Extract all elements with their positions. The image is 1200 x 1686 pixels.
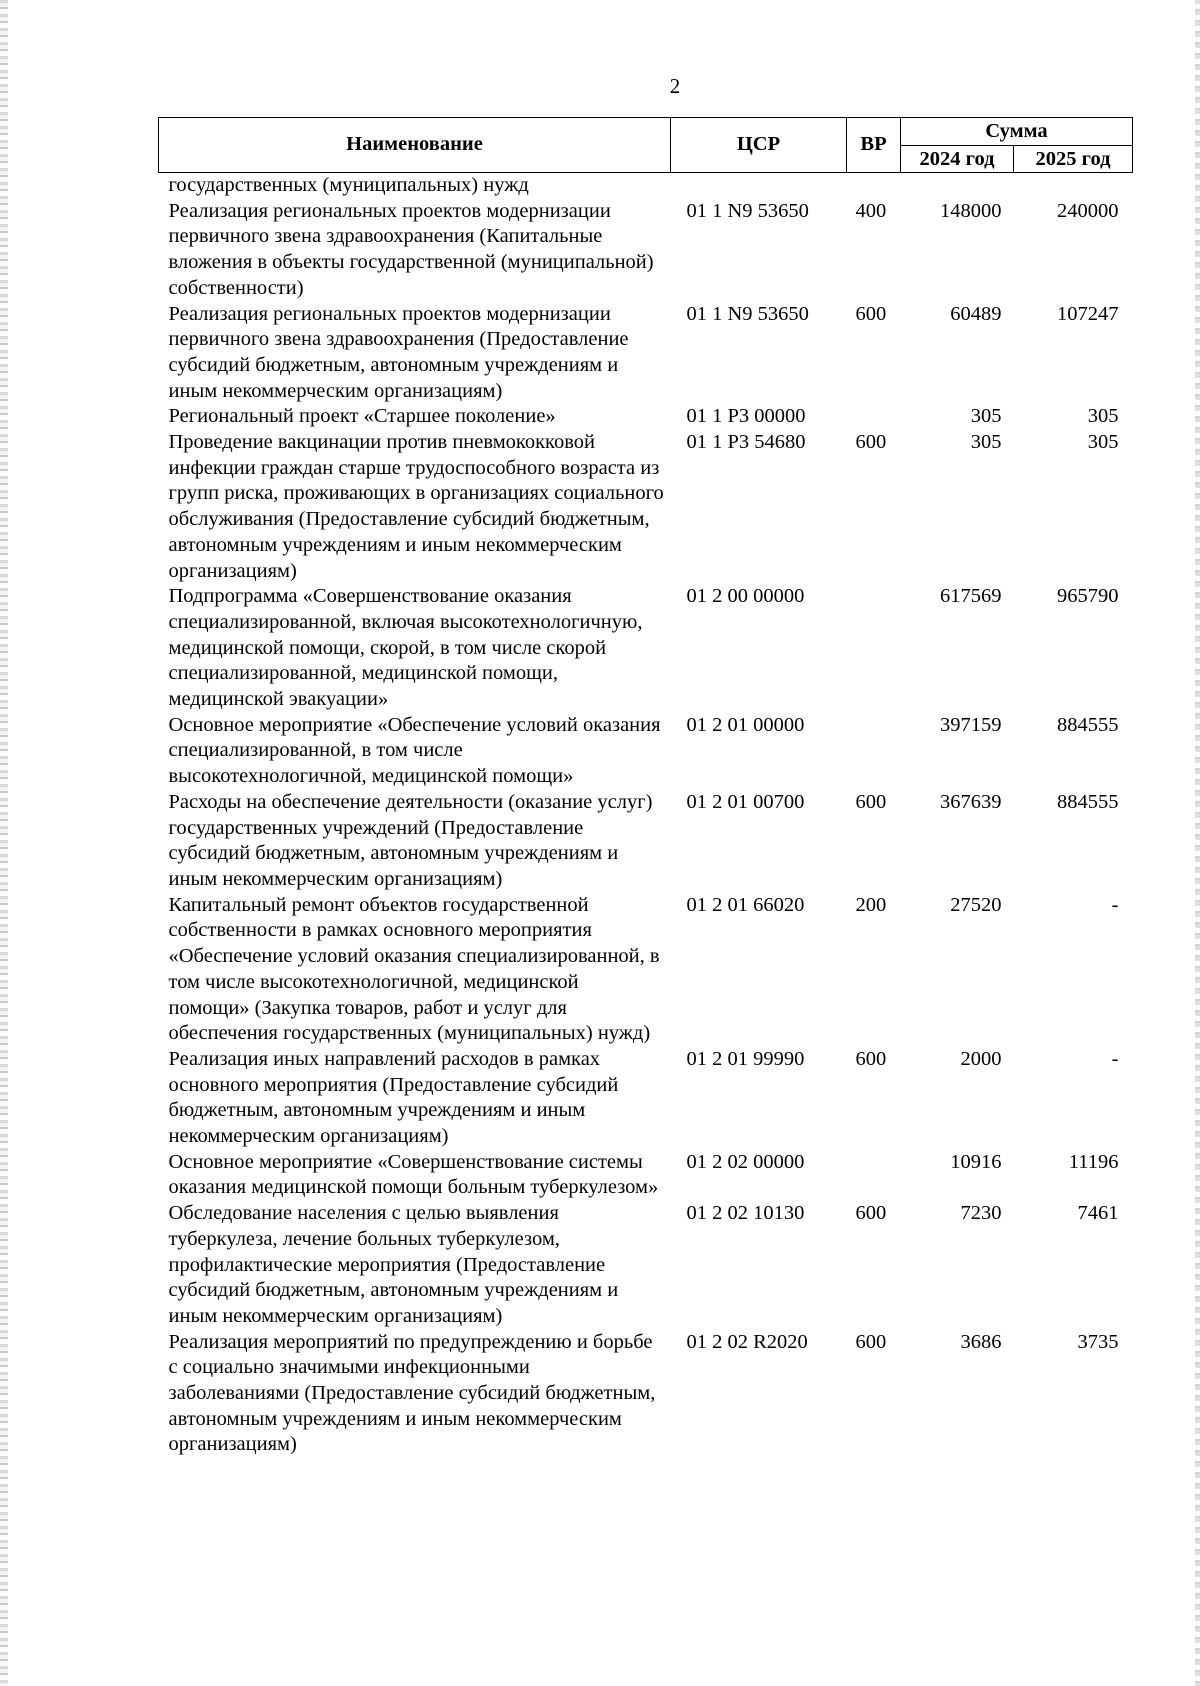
row-amount-2025: 3735 [1077, 1330, 1119, 1353]
row-vr: 200 [855, 893, 887, 916]
header-sum: Сумма [901, 118, 1133, 146]
table-row [159, 1047, 1133, 1150]
row-name: государственных (муниципальных) нужд [168, 174, 529, 196]
row-name: Реализация региональных проектов модернизации первичного звена здравоохранения (Капитальные вложения в объекты государственной (муниципальной) собственности) [168, 199, 654, 299]
header-year-2025: 2025 год [1014, 145, 1133, 173]
table-row [159, 1201, 1133, 1330]
page-number: 2 [669, 74, 681, 98]
row-amount-2025: - [1111, 893, 1119, 916]
table-row [159, 893, 1133, 1047]
row-amount-2024: 305 [970, 431, 1002, 454]
row-amount-2024: 27520 [950, 893, 1002, 916]
table-row [159, 1150, 1133, 1201]
row-amount-2025: 965790 [1057, 585, 1119, 608]
header-vr: ВР [847, 118, 901, 173]
scan-edge-right [1195, 0, 1200, 1686]
row-amount-2024: 3686 [960, 1330, 1002, 1353]
row-name: Основное мероприятие «Обеспечение условий оказания специализированной, в том числе высокотехнологичной, медицинской помощи» [168, 713, 661, 788]
row-vr [847, 404, 901, 430]
row-name: Проведение вакцинации против пневмококковой инфекции граждан старше трудоспособного возраста из групп риска, проживающих в организациях социального обслуживания (Предоставление субсидий бюджетным, автономным учреждениям и иным некоммерческим организациям) [168, 431, 664, 582]
header-year-2024: 2024 год [901, 145, 1014, 173]
row-vr: 400 [855, 199, 887, 222]
row-name: Подпрограмма «Совершенствование оказания специализированной, включая высокотехнологичную, медицинской помощи, скорой, в том числе скорой специализированной, медицинской помощи, медицинской эвакуации» [168, 585, 643, 711]
header-csr: ЦСР [671, 118, 847, 173]
table-row [159, 713, 1133, 790]
row-name: Основное мероприятие «Совершенствование системы оказания медицинской помощи больным туберкулезом» [168, 1150, 659, 1199]
row-vr [847, 584, 901, 713]
row-csr: 01 2 02 10130 [686, 1202, 805, 1225]
row-amount-2025: 305 [1087, 405, 1119, 428]
row-vr: 600 [855, 1202, 887, 1225]
row-vr: 600 [855, 302, 887, 325]
table-header [159, 118, 1133, 173]
row-csr: 01 2 01 00000 [686, 713, 805, 736]
row-amount-2025: 7461 [1077, 1202, 1119, 1225]
row-amount-2025: 305 [1087, 431, 1119, 454]
table-row [159, 790, 1133, 893]
table-row [159, 1330, 1133, 1459]
table-body [159, 173, 1133, 1459]
row-name: Реализация иных направлений расходов в рамках основного мероприятия (Предоставление субсидий бюджетным, автономным учреждениям и иным некоммерческим организациям) [168, 1047, 619, 1148]
table-row [159, 404, 1133, 430]
row-amount-2025: 11196 [1068, 1150, 1119, 1173]
row-csr: 01 1 P3 54680 [686, 431, 806, 454]
row-vr [847, 1150, 901, 1201]
row-csr: 01 2 02 00000 [686, 1150, 805, 1173]
budget-table [158, 117, 1133, 1458]
row-name: Региональный проект «Старшее поколение» [168, 405, 556, 428]
row-amount-2024: 148000 [940, 199, 1002, 222]
row-amount-2024: 7230 [960, 1202, 1002, 1225]
row-amount-2024 [901, 173, 1014, 199]
row-vr [847, 173, 901, 199]
table-row [159, 173, 1133, 199]
row-csr: 01 1 N9 53650 [686, 199, 809, 222]
row-vr: 600 [855, 431, 887, 454]
row-amount-2025: 240000 [1057, 199, 1119, 222]
row-amount-2024: 617569 [940, 585, 1002, 608]
row-csr: 01 2 01 66020 [686, 893, 805, 916]
row-amount-2024: 367639 [940, 790, 1002, 813]
header-name: Наименование [159, 118, 671, 173]
row-name: Расходы на обеспечение деятельности (оказание услуг) государственных учреждений (Предоставление субсидий бюджетным, автономным учреждениям и иным некоммерческим организациям) [168, 790, 653, 890]
row-amount-2024: 397159 [940, 713, 1002, 736]
row-name: Капитальный ремонт объектов государственной собственности в рамках основного мероприятия «Обеспечение условий оказания специализированной, в том числе высокотехнологичной, медицинской помощи» (Закупка товаров, работ и услуг для обеспечения государственных (муниципальных) нужд) [168, 893, 660, 1045]
row-amount-2024: 60489 [950, 302, 1002, 325]
row-csr: 01 2 01 99990 [686, 1047, 805, 1070]
row-csr: 01 1 N9 53650 [686, 302, 809, 325]
row-vr: 600 [855, 1330, 887, 1353]
row-name: Реализация мероприятий по предупреждению и борьбе с социально значимыми инфекционными заболеваниями (Предоставление субсидий бюджетным, автономным учреждениям и иным некоммерческим организациям) [168, 1330, 656, 1456]
row-amount-2025 [1014, 173, 1133, 199]
table-row [159, 584, 1133, 713]
row-vr [847, 713, 901, 790]
scan-edge-left [0, 0, 8, 1686]
row-amount-2024: 2000 [960, 1047, 1002, 1070]
table-row [159, 302, 1133, 405]
row-vr: 600 [855, 790, 887, 813]
row-amount-2024: 10916 [950, 1150, 1002, 1173]
row-csr: 01 2 00 00000 [686, 585, 805, 608]
table-row [159, 199, 1133, 302]
row-name: Обследование населения с целью выявления туберкулеза, лечение больных туберкулезом, профилактические мероприятия (Предоставление субсидий бюджетным, автономным учреждениям и иным некоммерческим организациям) [168, 1202, 619, 1327]
row-name: Реализация региональных проектов модернизации первичного звена здравоохранения (Предоставление субсидий бюджетным, автономным учреждениям и иным некоммерческим организациям) [168, 302, 629, 402]
table-row [159, 430, 1133, 584]
row-csr [671, 173, 847, 199]
row-amount-2024: 305 [970, 405, 1002, 428]
row-csr: 01 2 01 00700 [686, 790, 805, 813]
row-amount-2025: 884555 [1057, 790, 1119, 813]
row-amount-2025: 884555 [1057, 713, 1119, 736]
row-csr: 01 1 P3 00000 [686, 405, 806, 428]
row-vr: 600 [855, 1047, 887, 1070]
row-amount-2025: - [1111, 1047, 1119, 1070]
row-amount-2025: 107247 [1057, 302, 1119, 325]
row-csr: 01 2 02 R2020 [686, 1330, 808, 1353]
